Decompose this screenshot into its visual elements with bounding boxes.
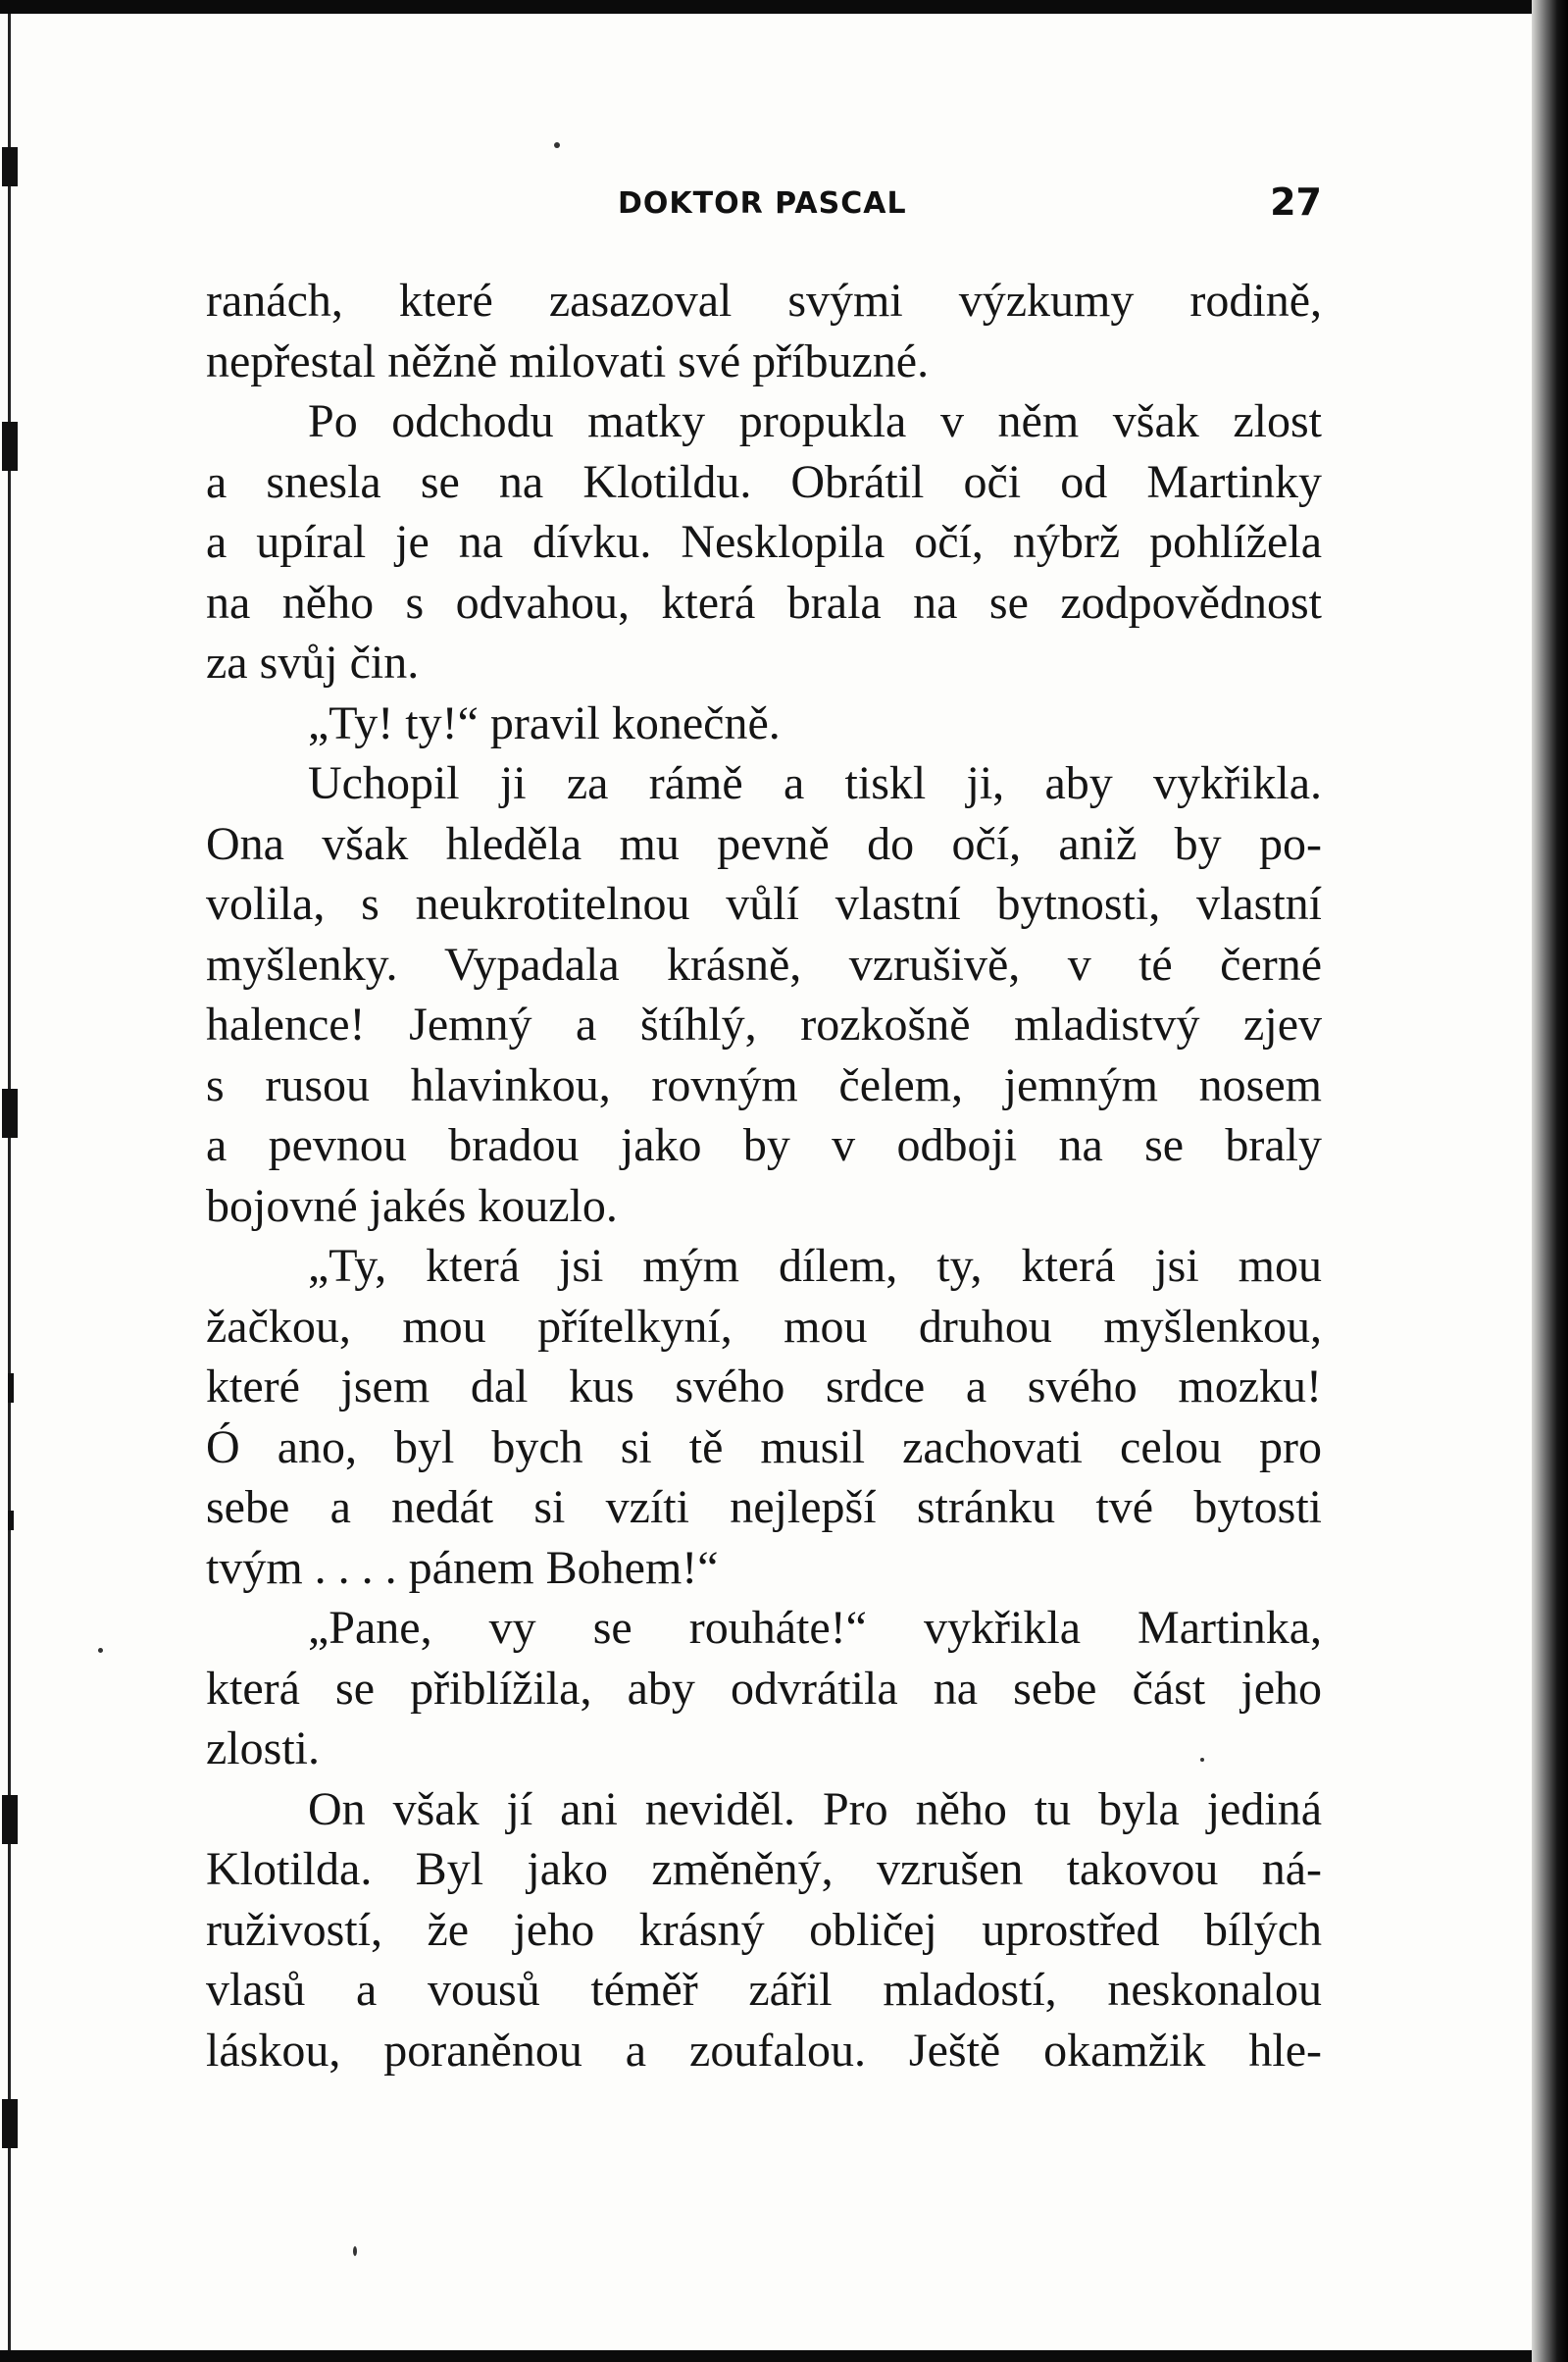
- print-speck: [98, 1648, 103, 1653]
- gutter-mark: [2, 147, 18, 186]
- text-line: na něho s odvahou, která brala na se zodpovědnost: [206, 576, 1322, 629]
- text-line: a upíral je na dívku. Nesklopila očí, nýbrž pohlížela: [206, 516, 1322, 568]
- text-line: zlosti.: [206, 1722, 320, 1774]
- text-line: která se přiblížila, aby odvrátila na sebe část jeho: [206, 1662, 1322, 1715]
- text-line: bojovné jakés kouzlo.: [206, 1179, 618, 1232]
- scan-border-right: [1532, 0, 1568, 2362]
- text-line: ranách, které zasazoval svými výzkumy rodině,: [206, 275, 1322, 327]
- text-line: které jsem dal kus svého srdce a svého mozku!: [206, 1361, 1322, 1412]
- page-number: 27: [1270, 180, 1322, 224]
- print-speck: [554, 142, 560, 148]
- gutter-mark: [8, 1511, 14, 1530]
- text-line: On však jí ani neviděl. Pro něho tu byla jediná: [308, 1782, 1322, 1835]
- running-header: [206, 177, 1322, 235]
- running-title: DOKTOR PASCAL: [618, 186, 907, 221]
- text-line: sebe a nedát si vzíti nejlepší stránku tvé bytosti: [206, 1481, 1322, 1533]
- binding-gutter-line: [8, 14, 11, 2350]
- gutter-mark: [2, 422, 18, 471]
- text-line: s rusou hlavinkou, rovným čelem, jemným nosem: [206, 1058, 1322, 1111]
- text-line: za svůj čin.: [206, 637, 420, 689]
- scan-border-bottom: [0, 2350, 1568, 2362]
- text-line: Klotilda. Byl jako změněný, vzrušen takovou ná-: [206, 1843, 1322, 1895]
- text-line: ruživostí, že jeho krásný obličej uprostřed bílých: [206, 1903, 1322, 1956]
- text-line: Ona však hleděla mu pevně do očí, aniž by po-: [206, 817, 1322, 870]
- text-line: halence! Jemný a štíhlý, rozkošně mladistvý zjev: [206, 999, 1322, 1051]
- text-line: Uchopil ji za rámě a tiskl ji, aby vykřikla.: [308, 757, 1322, 809]
- text-line: Po odchodu matky propukla v něm však zlost: [308, 395, 1322, 447]
- text-line: Ó ano, byl bych si tě musil zachovati celou pro: [206, 1420, 1322, 1473]
- text-line: volila, s neukrotitelnou vůlí vlastní bytnosti, vlastní: [206, 878, 1322, 930]
- print-speck: [353, 2246, 357, 2256]
- text-line: myšlenky. Vypadala krásně, vzrušivě, v té černé: [206, 938, 1322, 991]
- gutter-mark: [2, 1089, 18, 1138]
- scan-border-top: [0, 0, 1568, 14]
- body-text: [206, 271, 1322, 2080]
- gutter-mark: [2, 2099, 18, 2148]
- text-line: a snesla se na Klotildu. Obrátil oči od Martinky: [206, 455, 1322, 508]
- text-line: a pevnou bradou jako by v odboji na se braly: [206, 1119, 1322, 1171]
- text-line: vlasů a vousů téměř zářil mladostí, neskonalou: [206, 1964, 1322, 2016]
- text-line: láskou, poraněnou a zoufalou. Ještě okamžik hle-: [206, 2024, 1322, 2077]
- text-line: tvým . . . . pánem Bohem!“: [206, 1541, 719, 1594]
- text-line: „Ty! ty!“ pravil konečně.: [308, 696, 781, 749]
- text-line: žačkou, mou přítelkyní, mou druhou myšlenkou,: [206, 1300, 1322, 1353]
- gutter-mark: [8, 1373, 14, 1403]
- gutter-mark: [2, 1795, 18, 1844]
- text-line: „Pane, vy se rouháte!“ vykřikla Martinka,: [308, 1602, 1322, 1654]
- text-line: „Ty, která jsi mým dílem, ty, která jsi mou: [308, 1240, 1322, 1292]
- text-line: nepřestal něžně milovati své příbuzné.: [206, 334, 930, 387]
